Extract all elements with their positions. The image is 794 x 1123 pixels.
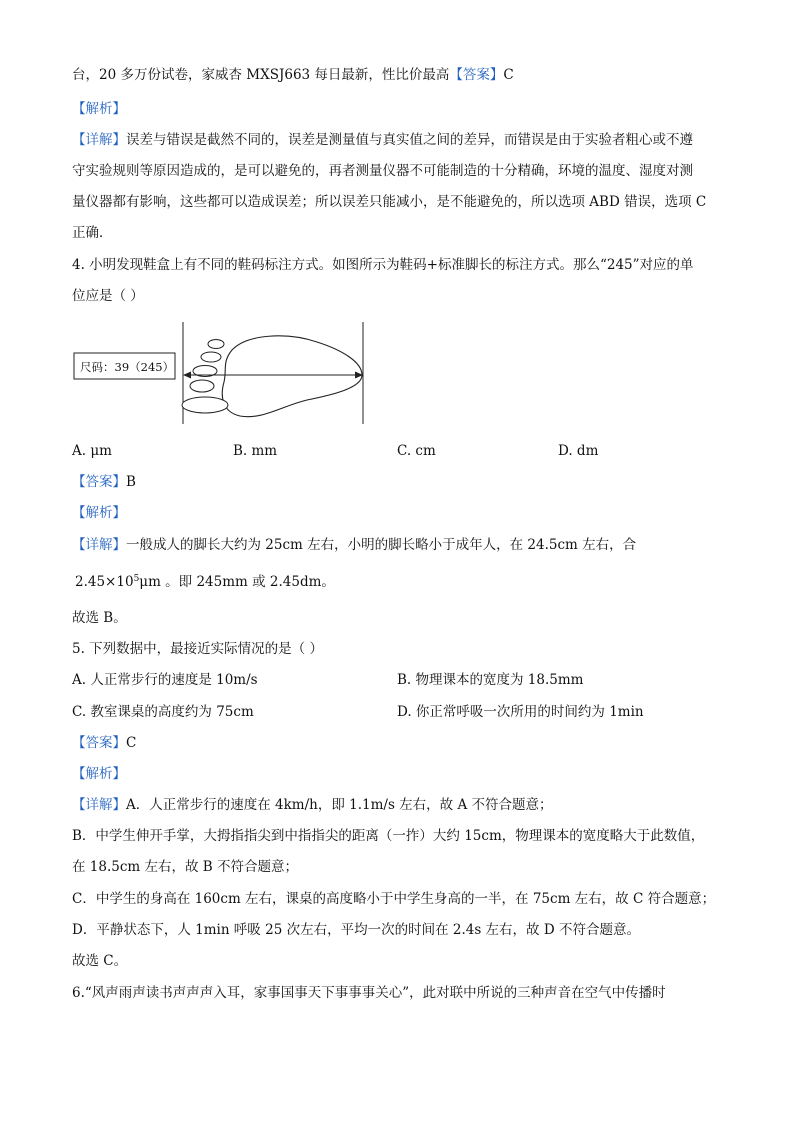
toe-4 [190, 380, 214, 392]
analysis-tag: 【解析】 [72, 766, 126, 782]
detail-line: B．中学生伸开手掌，大拇指指尖到中指指尖的距离（一拃）大约 15cm，物理课本的宽度略大于此数值， [72, 828, 705, 844]
toe-2 [201, 352, 221, 362]
detail-line: 守实验规则等原因造成的，是可以避免的，再者测量仪器不可能制造的十分精确，环境的温度、湿度对测 [72, 163, 693, 179]
arrow-head-left [183, 372, 191, 379]
toe-5 [182, 397, 228, 413]
question-4-stem-cont: 位应是（ ） [72, 288, 144, 304]
detail-paragraph: 【详解】误差与错误是截然不同的，误差是测量值与真实值之间的差异，而错误是由于实验者粗心或不遵 [72, 132, 693, 148]
detail-line: 在 18.5cm 左右，故 B 不符合题意； [72, 859, 299, 875]
detail-tag: 【详解】 [72, 132, 126, 148]
foot-sole [222, 336, 362, 417]
detail-line: C．中学生的身高在 160cm 左右，课桌的高度略小于中学生身高的一半，在 75cm 左右，故 C 符合题意； [72, 891, 716, 907]
detail-paragraph: 【详解】A．人正常步行的速度在 4km/h，即 1.1m/s 左右，故 A 不符合题意； [72, 797, 553, 813]
detail-line: D．平静状态下，人 1min 呼吸 25 次左右，平均一次的时间在 2.4s 左右，故 D 不符合题意。 [72, 922, 640, 938]
toe-1 [208, 340, 224, 349]
question-6-stem: 6.“风声雨声读书声声声入耳，家事国事天下事事事关心”，此对联中所说的三种声音在空气中传播时 [72, 985, 666, 1001]
option-d: D. dm [558, 443, 599, 459]
option-c: C. 教室课桌的高度约为 75cm [72, 704, 254, 720]
answer-tag: 【答案】 [449, 67, 504, 83]
answer-line: 台，20 多万份试卷，家威杏 MXSJ663 每日最新，性比价最高【答案】C [72, 67, 514, 83]
option-c: C. cm [397, 443, 436, 459]
analysis-tag: 【解析】 [72, 505, 126, 521]
detail-line: 量仪器都有影响，这些都可以造成误差；所以误差只能减小，是不能避免的，所以选项 ABD 错误，选项 C [72, 194, 707, 210]
footprint-diagram [72, 320, 372, 430]
option-b: B. 物理课本的宽度为 18.5mm [397, 672, 584, 688]
option-a: A. 人正常步行的速度是 10m/s [72, 672, 258, 688]
detail-tag: 【详解】 [72, 537, 126, 553]
detail-tag: 【详解】 [72, 797, 126, 813]
shoe-size-figure [72, 320, 372, 430]
analysis-tag: 【解析】 [72, 101, 126, 117]
answer-tag: 【答案】 [72, 735, 126, 751]
question-5-stem: 5. 下列数据中，最接近实际情况的是（ ） [72, 641, 323, 657]
question-4-stem: 4. 小明发现鞋盒上有不同的鞋码标注方式。如图所示为鞋码+标准脚长的标注方式。那么“245”对应的单 [72, 257, 694, 273]
conclusion: 故选 C。 [72, 953, 128, 969]
option-d: D. 你正常呼吸一次所用的时间约为 1min [397, 704, 644, 720]
detail-formula: $2.45\times 10^5\mu m$ 。即 245mm 或 2.45dm。 [75, 574, 335, 590]
answer-tag: 【答案】 [72, 474, 126, 490]
size-label-text: 尺码：39（245） [80, 360, 175, 374]
conclusion: 故选 B。 [72, 610, 127, 626]
detail-line: 正确． [72, 225, 113, 241]
option-a: A. μm [72, 443, 112, 459]
answer-line: 【答案】C [72, 735, 137, 751]
detail-paragraph: 【详解】一般成人的脚长大约为 25cm 左右，小明的脚长略小于成年人，在 24.5cm 左右，合 [72, 537, 637, 553]
answer-line: 【答案】B [72, 474, 136, 490]
option-b: B. mm [233, 443, 278, 459]
